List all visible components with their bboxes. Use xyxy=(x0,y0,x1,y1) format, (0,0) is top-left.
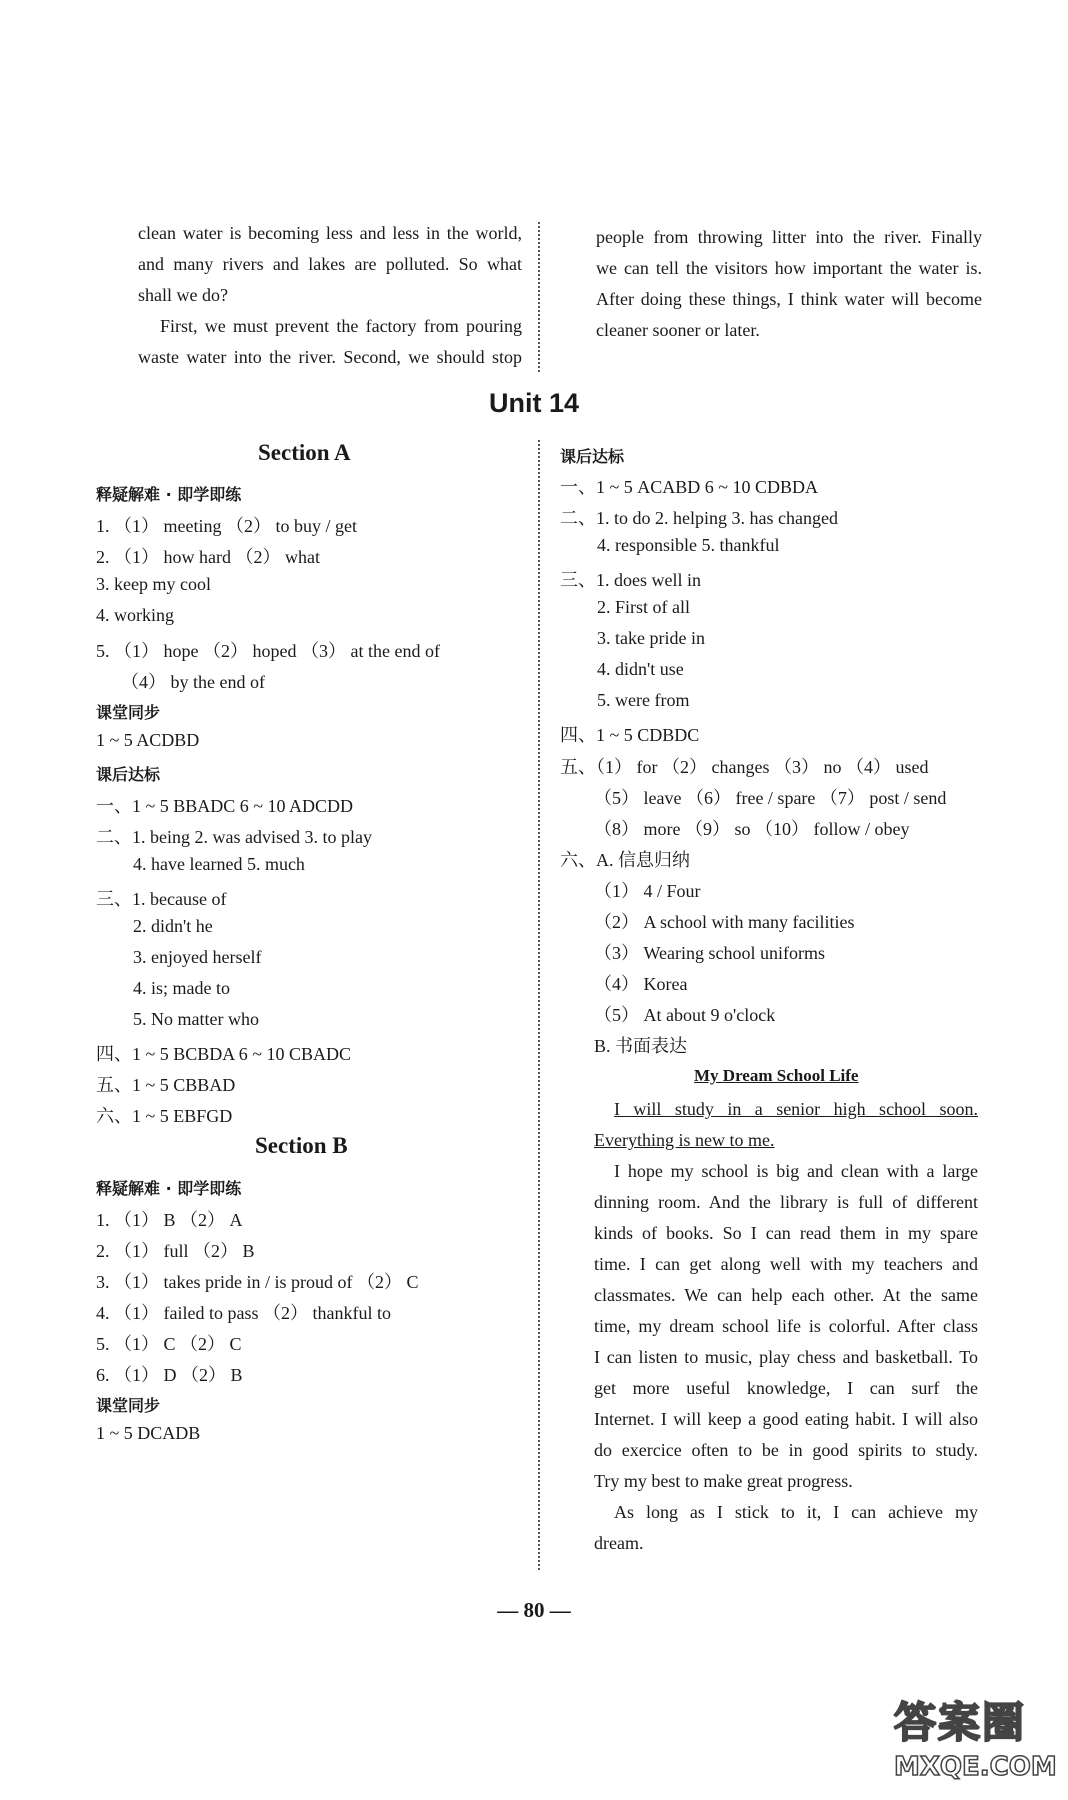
answer-line: 四、1 ~ 5 BCBDA 6 ~ 10 CBADC xyxy=(96,1044,352,1064)
answer-line: 1. （1） B （2） A xyxy=(96,1210,243,1230)
answer-line: 5. were from xyxy=(597,690,690,710)
answer-line: （3） Wearing school uniforms xyxy=(594,943,826,963)
essay-line: I can listen to music, play chess and basketball. To xyxy=(594,1347,978,1367)
essay-line: time, my dream school life is colorful. After class xyxy=(594,1316,978,1336)
answer-line: 5. （1） C （2） C xyxy=(96,1334,242,1354)
unit-title: Unit 14 xyxy=(488,388,580,418)
answer-line: 三、1. does well in xyxy=(560,570,701,590)
passage-line: waste water into the river. Second, we should stop xyxy=(138,347,522,367)
answer-line: B. 书面表达 xyxy=(594,1036,688,1056)
passage-line: First, we must prevent the factory from pouring xyxy=(160,316,522,336)
answer-line: 3. keep my cool xyxy=(96,574,211,594)
answer-line: 4. （1） failed to pass （2） thankful to xyxy=(96,1303,391,1323)
answer-line: 5. （1） hope （2） hoped （3） at the end of xyxy=(96,641,440,661)
essay-title: My Dream School Life xyxy=(694,1066,859,1085)
passage-line: cleaner sooner or later. xyxy=(596,320,760,340)
essay-line: time. I can get along well with my teachers and xyxy=(594,1254,978,1274)
passage-line: and many rivers and lakes are polluted. So what xyxy=(138,254,522,274)
essay-line: Try my best to make great progress. xyxy=(594,1471,853,1491)
answer-line: 3. take pride in xyxy=(597,628,705,648)
answer-line: 5. No matter who xyxy=(133,1009,259,1029)
answer-line: （4） by the end of xyxy=(121,672,265,692)
answer-line: 4. is; made to xyxy=(133,978,230,998)
answer-line: 2. didn't he xyxy=(133,916,213,936)
section-b-heading-sync: 课堂同步 xyxy=(96,1396,161,1415)
section-a-title: Section A xyxy=(258,440,351,465)
answer-line: 3. （1） takes pride in / is proud of （2） C xyxy=(96,1272,419,1292)
answer-line: 一、1 ~ 5 ACABD 6 ~ 10 CDBDA xyxy=(560,477,818,497)
section-a-heading-after: 课后达标 xyxy=(96,765,161,784)
essay-line: classmates. We can help each other. At the same xyxy=(594,1285,978,1305)
answer-line: （8） more （9） so （10） follow / obey xyxy=(594,819,910,839)
passage-line: people from throwing litter into the river. Finally xyxy=(596,227,982,247)
answer-line: 二、1. to do 2. helping 3. has changed xyxy=(560,508,838,528)
answer-line: 1. （1） meeting （2） to buy / get xyxy=(96,516,357,536)
answer-line: 4. have learned 5. much xyxy=(133,854,305,874)
essay-line: I hope my school is big and clean with a large xyxy=(614,1161,978,1181)
essay-line: Internet. I will keep a good eating habit. I will also xyxy=(594,1409,978,1429)
answer-line: 4. didn't use xyxy=(597,659,684,679)
essay-line: do exercice often to be in good spirits to study. xyxy=(594,1440,978,1460)
answer-line: 四、1 ~ 5 CDBDC xyxy=(560,725,700,745)
passage-line: After doing these things, I think water will become xyxy=(596,289,982,309)
answer-line: 1 ~ 5 DCADB xyxy=(96,1423,201,1443)
answer-line: 二、1. being 2. was advised 3. to play xyxy=(96,827,372,847)
answer-line: 五、（1） for （2） changes （3） no （4） used xyxy=(560,757,929,777)
essay-line: dinning room. And the library is full of different xyxy=(594,1192,978,1212)
essay-line: Everything is new to me. xyxy=(594,1130,775,1150)
section-a-heading-practice: 释疑解难 · 即学即练 xyxy=(96,485,242,504)
right-heading-after: 课后达标 xyxy=(560,447,625,466)
essay-line: As long as I stick to it, I can achieve my xyxy=(614,1502,978,1522)
essay-body xyxy=(594,1156,978,1559)
watermark-en: MXQE.COM xyxy=(894,1752,1057,1782)
answer-line: （5） leave （6） free / spare （7） post / send xyxy=(594,788,947,808)
answer-line: （2） A school with many facilities xyxy=(594,912,855,932)
answer-line: 6. （1） D （2） B xyxy=(96,1365,243,1385)
answer-line: 六、A. 信息归纳 xyxy=(560,850,690,870)
section-a-heading-sync: 课堂同步 xyxy=(96,703,161,722)
answer-line: （5） At about 9 o'clock xyxy=(594,1005,776,1025)
watermark-cn: 答案圈 xyxy=(894,1698,1027,1747)
answer-line: 1 ~ 5 ACDBD xyxy=(96,730,200,750)
watermark-logo xyxy=(894,1690,1057,1790)
answer-line: 六、1 ~ 5 EBFGD xyxy=(96,1106,233,1126)
answer-line: 一、1 ~ 5 BBADC 6 ~ 10 ADCDD xyxy=(96,796,354,816)
answer-line: （1） 4 / Four xyxy=(594,881,701,901)
passage-line: shall we do? xyxy=(138,285,228,305)
answer-line: 2. （1） how hard （2） what xyxy=(96,547,320,567)
passage-line: clean water is becoming less and less in the world, xyxy=(138,223,522,243)
essay-line: dream. xyxy=(594,1533,644,1553)
essay-line: get more useful knowledge, I can surf the xyxy=(594,1378,978,1398)
answer-line: 4. working xyxy=(96,605,174,625)
answer-line: 3. enjoyed herself xyxy=(133,947,262,967)
essay-line: kinds of books. So I can read them in my spare xyxy=(594,1223,978,1243)
essay-intro xyxy=(594,1094,978,1156)
answer-line: （4） Korea xyxy=(594,974,688,994)
answer-line: 五、1 ~ 5 CBBAD xyxy=(96,1075,236,1095)
essay-line: I will study in a senior high school soon. xyxy=(614,1099,978,1119)
answer-line: 2. First of all xyxy=(597,597,690,617)
section-b-heading-practice: 释疑解难 · 即学即练 xyxy=(96,1179,242,1198)
passage-line: we can tell the visitors how important the water is. xyxy=(596,258,982,278)
section-b-title: Section B xyxy=(255,1133,348,1158)
answer-line: 三、1. because of xyxy=(96,889,227,909)
answer-line: 4. responsible 5. thankful xyxy=(597,535,780,555)
answer-line: 2. （1） full （2） B xyxy=(96,1241,255,1261)
page-number: — 80 — xyxy=(497,1598,571,1622)
